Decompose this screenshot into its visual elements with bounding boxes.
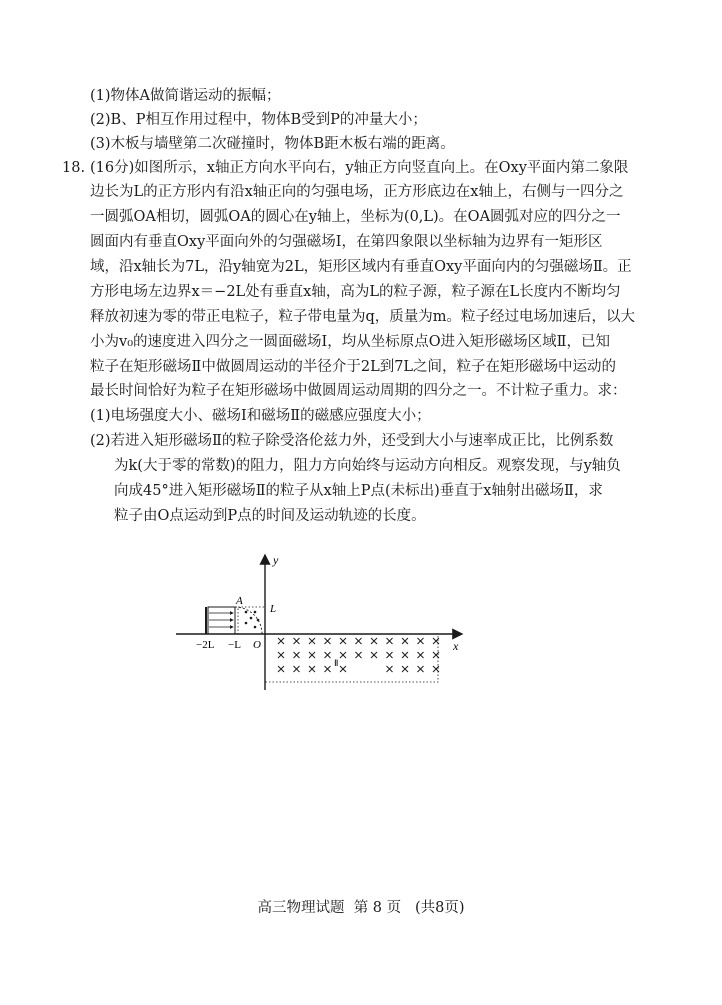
q18-subquestion-1: (1)电场强度大小、磁场Ⅰ和磁场Ⅱ的磁感应强度大小； — [90, 408, 431, 424]
q18-subquestion-2-line-3: 向成45°进入矩形磁场Ⅱ的粒子从x轴上P点(未标出)垂直于x轴射出磁场Ⅱ，求 — [114, 483, 603, 499]
magnetic-field-1-region — [238, 607, 265, 634]
q18-line-5: 域，沿x轴长为7L，沿y轴宽为2L，矩形区域内有垂直Oxy平面向内的匀强磁场Ⅱ。正 — [90, 259, 632, 275]
page-footer: 高三物理试题 第 8 页 (共8页) — [257, 900, 465, 916]
diagram-svg — [172, 550, 492, 710]
q18-subquestion-2-line-1: (2)若进入矩形磁场Ⅱ的粒子除受洛伦兹力外，还受到大小与速率成正比，比例系数 — [90, 433, 614, 449]
q18-line-6: 方形电场左边界x＝−2L处有垂直x轴，高为L的粒子源，粒子源在L长度内不断均匀 — [90, 284, 621, 300]
q18-line-2: 边长为L的正方形内有沿x轴正向的匀强电场，正方形底边在x轴上，右侧与一四分之 — [90, 184, 624, 200]
region-2-label: Ⅱ — [334, 658, 339, 668]
prev-question-part-2: (2)B、P相互作用过程中，物体B受到P的冲量大小； — [90, 112, 427, 128]
q18-line-7: 释放初速为零的带正电粒子，粒子带电量为q，质量为m。粒子经过电场加速后，以大 — [90, 309, 636, 325]
physics-diagram — [172, 550, 492, 710]
q18-subquestion-2-line-2: 为k(大于零的常数)的阻力，阻力方向始终与运动方向相反。观察发现，与y轴负 — [114, 458, 621, 474]
x-axis-label: x — [453, 639, 459, 653]
magnetic-field-2-region — [265, 634, 438, 682]
prev-question-part-3: (3)木板与墙壁第二次碰撞时，物体B距木板右端的距离。 — [90, 136, 455, 152]
q18-line-9: 粒子在矩形磁场Ⅱ中做圆周运动的半径介于2L到7L之间，粒子在矩形磁场中运动的 — [90, 359, 617, 375]
q18-line-4: 圆面内有垂直Oxy平面向外的匀强磁场Ⅰ，在第四象限以坐标轴为边界有一矩形区 — [90, 234, 603, 250]
electric-field-square — [208, 607, 235, 634]
q18-line-1: (16分)如图所示，x轴正方向水平向右，y轴正方向竖直向上。在Oxy平面内第二象限 — [90, 160, 629, 176]
field-in-crosses — [278, 638, 439, 672]
length-l-label: L — [270, 603, 277, 615]
y-axis-label: y — [273, 553, 279, 567]
tick-neg-2L: −2L — [196, 639, 215, 651]
question-number: 18. — [62, 160, 86, 176]
origin-label: O — [253, 639, 261, 651]
q18-line-3: 一圆弧OA相切，圆弧OA的圆心在y轴上，坐标为(0,L)。在OA圆弧对应的四分之一 — [90, 209, 621, 225]
tick-neg-L: −L — [228, 639, 241, 651]
q18-subquestion-2-line-4: 粒子由O点运动到P点的时间及运动轨迹的长度。 — [114, 508, 426, 524]
q18-line-10: 最长时间恰好为粒子在矩形磁场中做圆周运动周期的四分之一。不计粒子重力。求： — [90, 383, 627, 399]
point-a-label: A — [236, 595, 243, 607]
prev-question-part-1: (1)物体A做简谐运动的振幅； — [90, 88, 281, 104]
q18-line-8: 小为v₀的速度进入四分之一圆面磁场Ⅰ，均从坐标原点O进入矩形磁场区域Ⅱ，已知 — [90, 334, 610, 350]
field-out-dots — [245, 611, 260, 629]
